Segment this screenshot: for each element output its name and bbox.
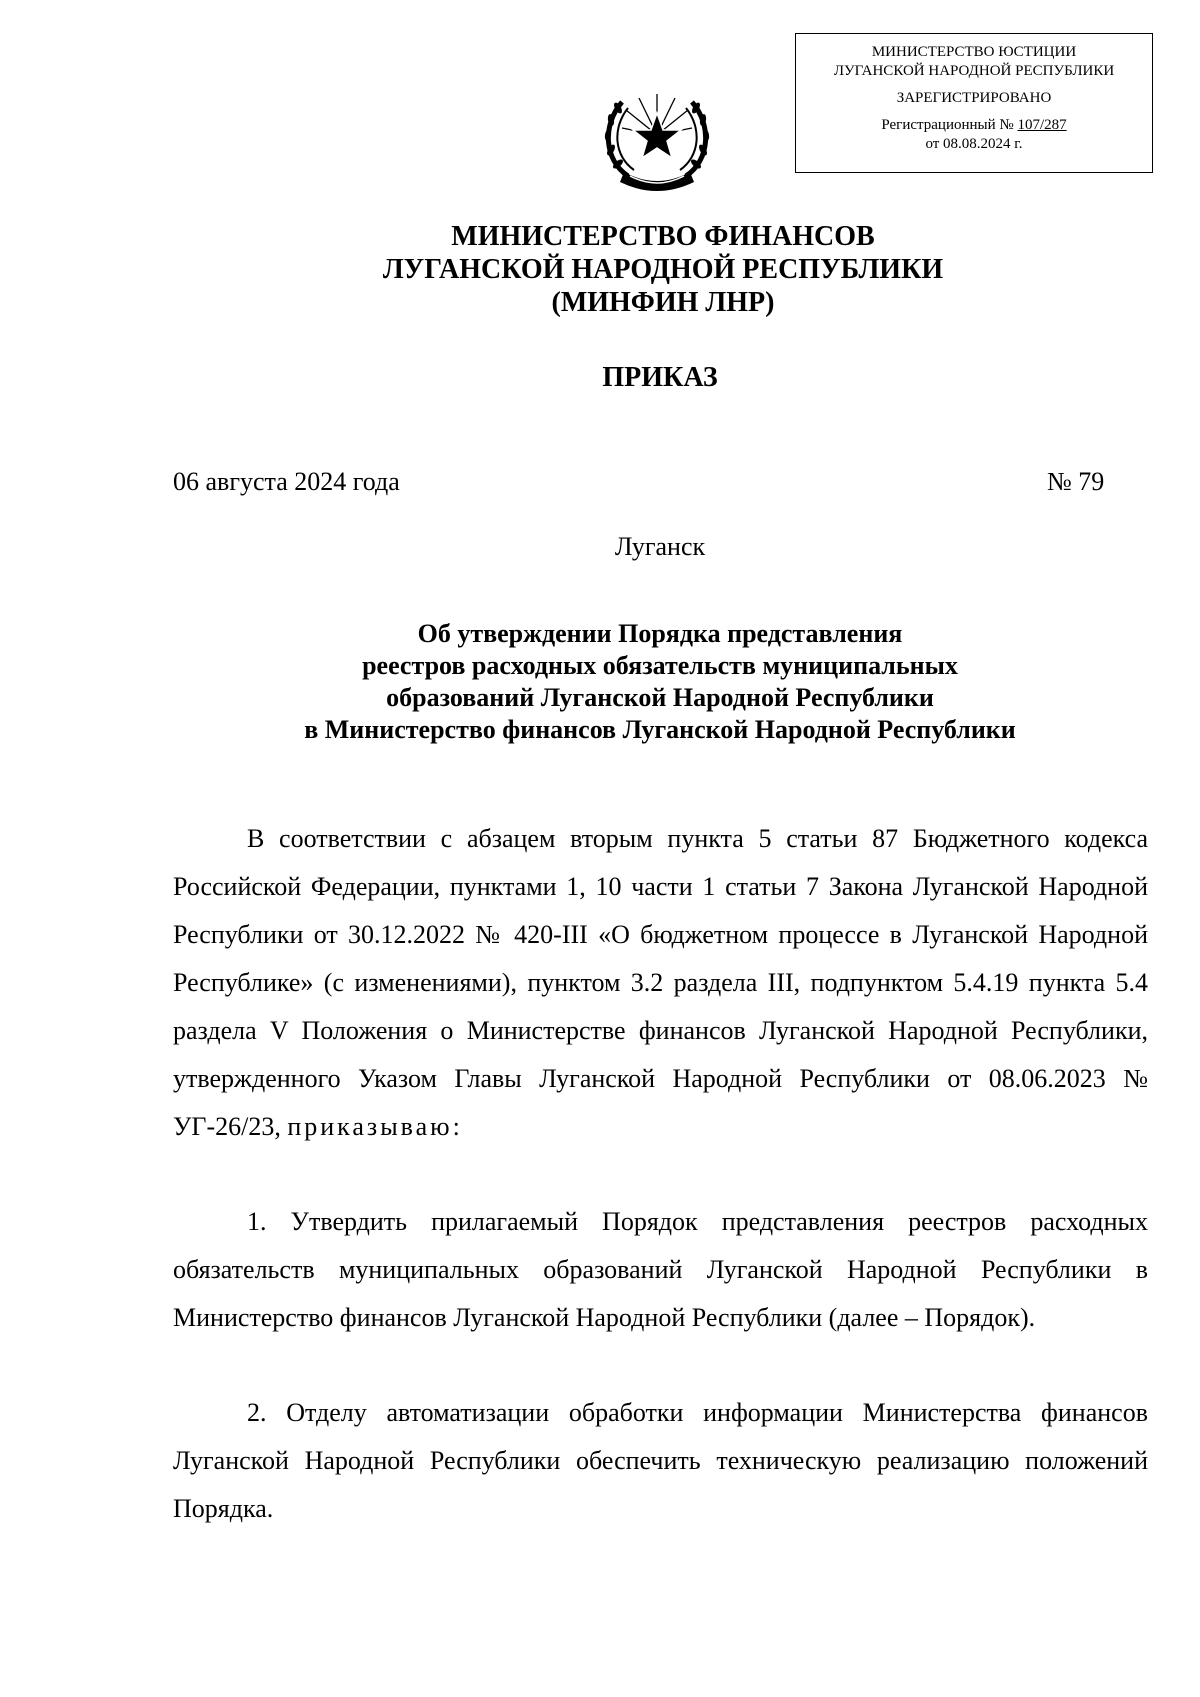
paragraph-preamble <box>173 815 1148 1151</box>
subject-line-4: в Министерство финансов Луганской Народной Республики <box>304 715 1016 744</box>
stamp-line-2: ЛУГАНСКОЙ НАРОДНОЙ РЕСПУБЛИКИ <box>833 63 1115 79</box>
stamp-line-1: МИНИСТЕРСТВО ЮСТИЦИИ <box>871 44 1077 60</box>
stamp-reg-date: от 08.08.2024 г. <box>925 136 1023 152</box>
ministry-line-2: ЛУГАНСКОЙ НАРОДНОЙ РЕСПУБЛИКИ <box>382 254 944 285</box>
document-date: 06 августа 2024 года <box>173 467 400 496</box>
stamp-reg-number: 107/287 <box>1017 117 1067 133</box>
document-subject <box>0 618 1200 746</box>
preamble-action: приказываю: <box>287 1112 463 1141</box>
stamp-reg-label: Регистрационный № <box>881 117 1014 133</box>
lnr-coat-of-arms-icon <box>594 80 720 195</box>
ministry-header <box>0 220 1200 319</box>
document-body <box>173 815 1148 1533</box>
document-type: ПРИКАЗ <box>602 362 718 393</box>
registration-stamp <box>795 33 1153 173</box>
preamble-text: В соответствии с абзацем вторым пункта 5 статьи 87 Бюджетного кодекса Российской Федерации, пунктами 1, 10 части 1 статьи 7 Закона Луганской Народной Республики от 30.12.2022 № 420-III «О бюджетном процессе в Луганской Народной Республике» (с изменениями), пунктом 3.2 раздела III, подпунктом 5.4.19 пункта 5.4 раздела V Положения о Министерстве финансов Луганской Народной Республики, утвержденного Указом Главы Луганской Народной Республики от 08.06.2023 № УГ-26/23, <box>173 824 1148 1141</box>
subject-line-2: реестров расходных обязательств муниципальных <box>362 651 958 680</box>
stamp-registration <box>796 116 1152 135</box>
stamp-status: ЗАРЕГИСТРИРОВАНО <box>896 90 1052 106</box>
ministry-line-1: МИНИСТЕРСТВО ФИНАНСОВ <box>451 221 875 252</box>
document-number: № 79 <box>1047 467 1105 496</box>
ministry-line-3: (МИНФИН ЛНР) <box>551 287 775 318</box>
paragraph-item-1: 1. Утвердить прилагаемый Порядок представления реестров расходных обязательств муниципальных образований Луганской Народной Республики в Министерство финансов Луганской Народной Республики (далее – Порядок). <box>173 1207 1148 1332</box>
subject-line-1: Об утверждении Порядка представления <box>417 619 903 648</box>
document-city: Луганск <box>614 532 706 561</box>
paragraph-item-2: 2. Отделу автоматизации обработки информации Министерства финансов Луганской Народной Республики обеспечить техническую реализацию положений Порядка. <box>173 1398 1148 1523</box>
subject-line-3: образований Луганской Народной Республики <box>386 683 934 712</box>
